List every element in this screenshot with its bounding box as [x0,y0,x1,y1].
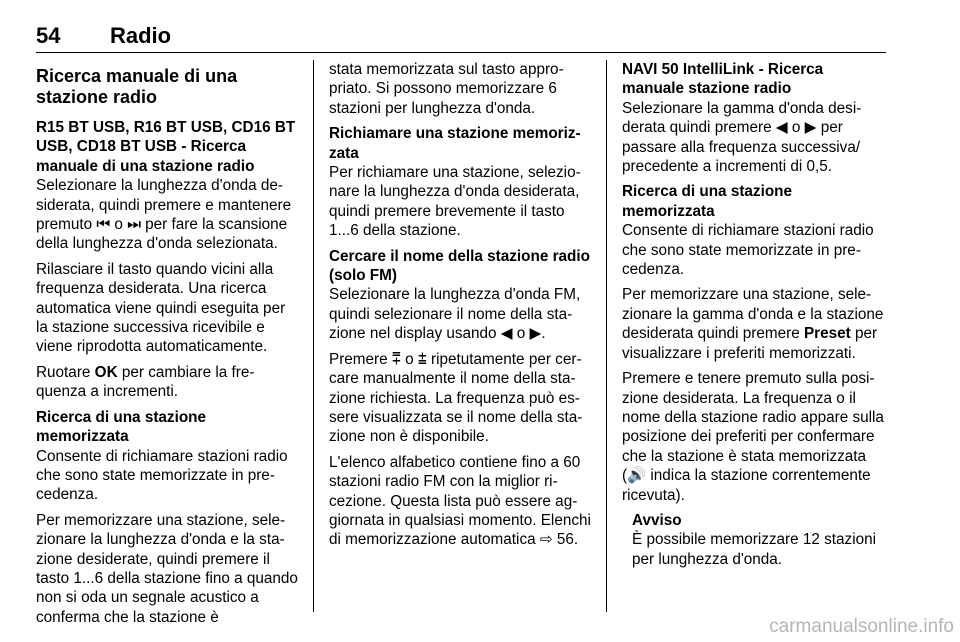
ok-key-label: OK [94,363,118,381]
text: Per memorizzare una stazione, selezionare la gamma d'onda e la stazione desiderata quindi premere [622,286,884,343]
column-divider [313,60,314,612]
page-number: 54 [36,23,61,48]
column-3 [622,60,886,575]
subheading: Ricerca di una stazione memorizzata [622,183,793,220]
paragraph: Per memorizzare una stazione, selezionare la lunghezza d'onda e la stazione desiderate, quindi premere il tasto 1...6 della stazione fino a quando non si oda un segnale acustico a conferma che la stazione è [36,511,298,626]
text: per cambiare la frequenza a incrementi. [36,363,255,401]
header-rule [36,52,886,53]
page-header [36,23,886,49]
subheading: Cercare il nome della stazione radio (solo FM) [329,247,590,285]
paragraph [622,285,886,363]
paragraph [36,363,298,402]
paragraph: Premere ⩱ o ⩲ ripetutamente per cercare manualmente il nome della stazione richiesta. La frequenza può essere visualizzata se il nome della stazione non è disponibile. [329,350,583,446]
note-text: È possibile memorizzare 12 stazioni per lunghezza d'onda. [632,531,877,568]
paragraph: L'elenco alfabetico contiene fino a 60 stazioni radio FM con la miglior ricezione. Questa lista può essere aggiornata in qualsiasi momento. Elenchi di memorizzazione automatica ⇨ 56. [329,453,591,549]
note-title: Avviso [632,511,682,529]
note-box [632,511,886,569]
subheading: R15 BT USB, R16 BT USB, CD16 BT USB, CD18 BT USB - Ricerca manuale di una stazione radio [36,119,296,175]
column-divider [606,60,607,612]
main-heading: Ricerca manuale di una stazione radio [36,66,238,107]
preset-key-label: Preset [803,325,851,343]
paragraph: Consente di richiamare stazioni radio che sono state memorizzate in precedenza. [36,447,288,504]
subheading: NAVI 50 IntelliLink - Ricerca manuale stazione radio [622,61,824,98]
paragraph: Selezionare la lunghezza d'onda desiderata, quindi premere e mantenere premuto ⏮ o ⏭ per fare la scansione della lunghezza d'onda selezionata. [36,177,292,253]
paragraph: Selezionare la gamma d'onda desiderata quindi premere ◀ o ▶ per passare alla frequenza successiva/ precedente a incrementi di 0,5. [622,99,862,176]
section-title: Radio [110,23,172,48]
column-1 [36,60,298,633]
paragraph: stata memorizzata sul tasto appropriato. Si possono memorizzare 6 stazioni per lunghezza d'onda. [329,61,564,117]
subheading: Ricerca di una stazione memorizzata [36,408,207,446]
paragraph: Consente di richiamare stazioni radio che sono state memorizzate in precedenza. [622,222,874,279]
text: per visualizzare i preferiti memorizzati. [622,325,878,362]
paragraph: Selezionare la lunghezza d'onda FM, quindi selezionare il nome della stazione nel display usando ◀ o ▶. [329,286,581,343]
text: Ruotare [36,363,95,381]
paragraph: Rilasciare il tasto quando vicini alla frequenza desiderata. Una ricerca automatica viene quindi eseguita per la stazione successiva ricevibile e viene riprodotta automaticamente. [36,260,286,356]
paragraph: Per richiamare una stazione, selezionare la lunghezza d'onda desiderata, quindi premere brevemente il tasto 1...6 della stazione. [329,164,581,240]
subheading: Richiamare una stazione memorizzata [329,125,581,162]
paragraph: Premere e tenere premuto sulla posizione desiderata. La frequenza o il nome della stazione radio appare sulla posizione dei preferiti per confermare che la stazione è stata memorizzata (🔊 indica la stazione correntemente ricevuta). [622,370,884,504]
column-2 [329,60,591,556]
watermark: carmanualsonline.info [769,616,954,637]
